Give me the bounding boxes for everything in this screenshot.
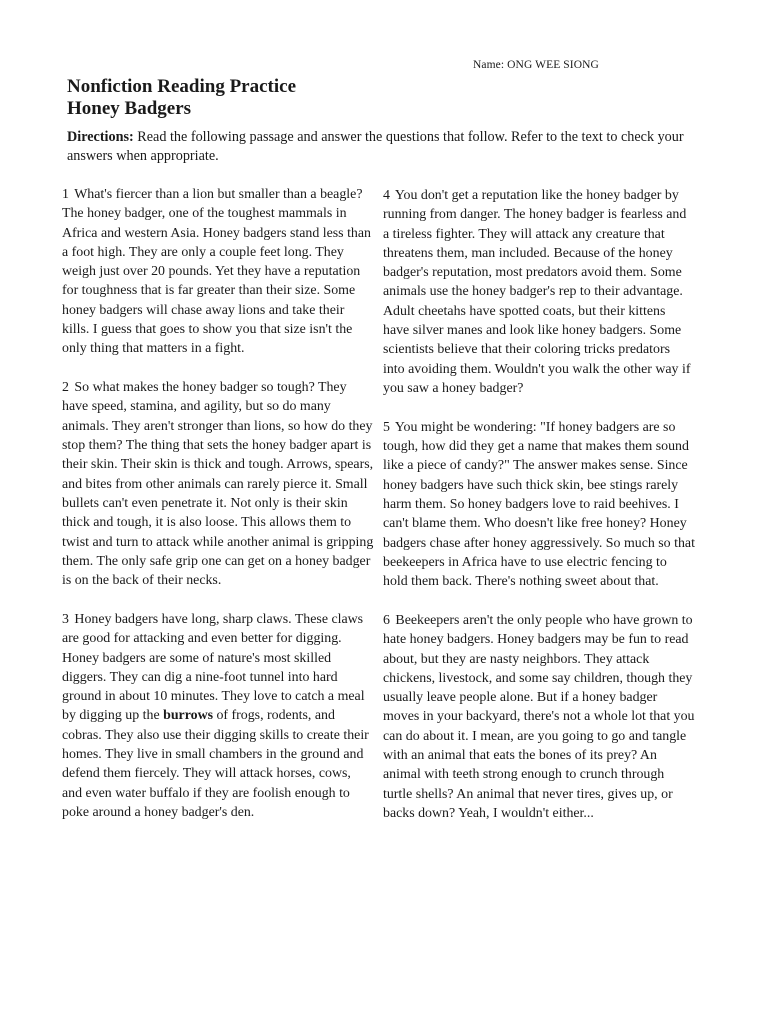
paragraph-1 xyxy=(62,185,374,359)
paragraph-4 xyxy=(383,186,695,398)
paragraph-5 xyxy=(383,418,695,592)
paragraph-number: 2 xyxy=(62,380,69,396)
directions-text: Read the following passage and answer the questions that follow. Refer to the text to check your answers when appropriate. xyxy=(67,129,684,164)
paragraph-number: 3 xyxy=(62,611,69,627)
paragraph-text: You might be wondering: "If honey badgers are so tough, how did they get a name that makes them sound like a piece of candy?" The answer makes sense. Since honey badgers have such thick skin, bee stings rarely harm them. So honey badgers love to raid beehives. I can't blame them. Who doesn't like free honey? Honey badgers chase after honey aggressively. So much so that beekeepers in Africa have to use electric fencing to hold them back. There's nothing sweet about that. xyxy=(383,419,695,590)
left-column xyxy=(62,185,374,842)
worksheet-subtitle: Honey Badgers xyxy=(67,98,192,119)
paragraph-number: 6 xyxy=(383,612,390,628)
right-column xyxy=(383,186,695,843)
paragraph-text: Beekeepers aren't the only people who have grown to hate honey badgers. Honey badgers may be fun to read about, but they are nasty neighbors. They attack chickens, livestock, and some say children, though they usually leave people alone. But if a honey badger moves in your backyard, there's not a whole lot that you can do about it. I mean, are you going to go and tangle with an animal that eats the bones of its prey? An animal with teeth strong enough to crunch through turtle shells? An animal that never tires, gives up, or backs down? Yeah, I wouldn't either... xyxy=(383,612,695,821)
paragraph-number: 1 xyxy=(62,187,69,202)
paragraph-number: 4 xyxy=(383,188,390,203)
paragraph-number: 5 xyxy=(383,419,390,435)
paragraph-2 xyxy=(62,378,374,590)
directions xyxy=(67,128,707,166)
paragraph-6 xyxy=(383,611,695,823)
worksheet-title: Nonfiction Reading Practice xyxy=(67,76,297,97)
paragraph-text: What's fiercer than a lion but smaller than a beagle? The honey badger, one of the toughest mammals in Africa and western Asia. Honey badgers stand less than a foot high. They are only a couple feet long. They weigh just over 20 pounds. Yet they have a reputation for toughness that is far greater than their size. Some honey badgers will chase away lions and take their kills. I guess that goes to show you that size isn't the only thing that matters in a fight. xyxy=(62,187,371,357)
student-name: Name: ONG WEE SIONG xyxy=(473,59,599,71)
paragraph-3 xyxy=(62,610,374,822)
directions-label: Directions: xyxy=(67,129,134,145)
paragraph-text: Honey badgers have long, sharp claws. These claws are good for attacking and even better for digging. Honey badgers are some of nature's most skilled diggers. They can dig a nine-foot tunnel into hard ground in about 10 minutes. They love to catch a meal by digging up the xyxy=(62,611,365,724)
paragraph-text: So what makes the honey badger so tough? They have speed, stamina, and agility, but so do many animals. They aren't stronger than lions, so how do they stop them? The thing that sets the honey badger apart is their skin. Their skin is thick and tough. Arrows, spears, and bites from other animals can rarely pierce it. Small bullets can't even penetrate it. Not only is their skin thick and tough, it is also loose. This allows them to twist and turn to attack while another animal is gripping them. The only safe grip one can get on a honey badger is on the back of their necks. xyxy=(62,380,374,589)
paragraph-text: of frogs, rodents, and cobras. They also use their digging skills to create their homes. They live in small chambers in the ground and defend them fiercely. They will attack horses, cows, and even water buffalo if they are foolish enough to poke around a honey badger's den. xyxy=(62,708,369,820)
worksheet-heading xyxy=(67,76,296,120)
vocabulary-word: burrows xyxy=(163,708,214,724)
paragraph-text: You don't get a reputation like the honey badger by running from danger. The honey badger is fearless and a tireless fighter. They will attack any creature that threatens them, man included. Because of the honey badger's reputation, most predators avoid them. Some animals use the honey badger's rep to their advantage. Adult cheetahs have spotted coats, but their kittens have silver manes and look like honey badgers. Some scientists believe that their coloring tricks predators into avoiding them. Wouldn't you walk the other way if you saw a honey badger? xyxy=(383,188,691,396)
